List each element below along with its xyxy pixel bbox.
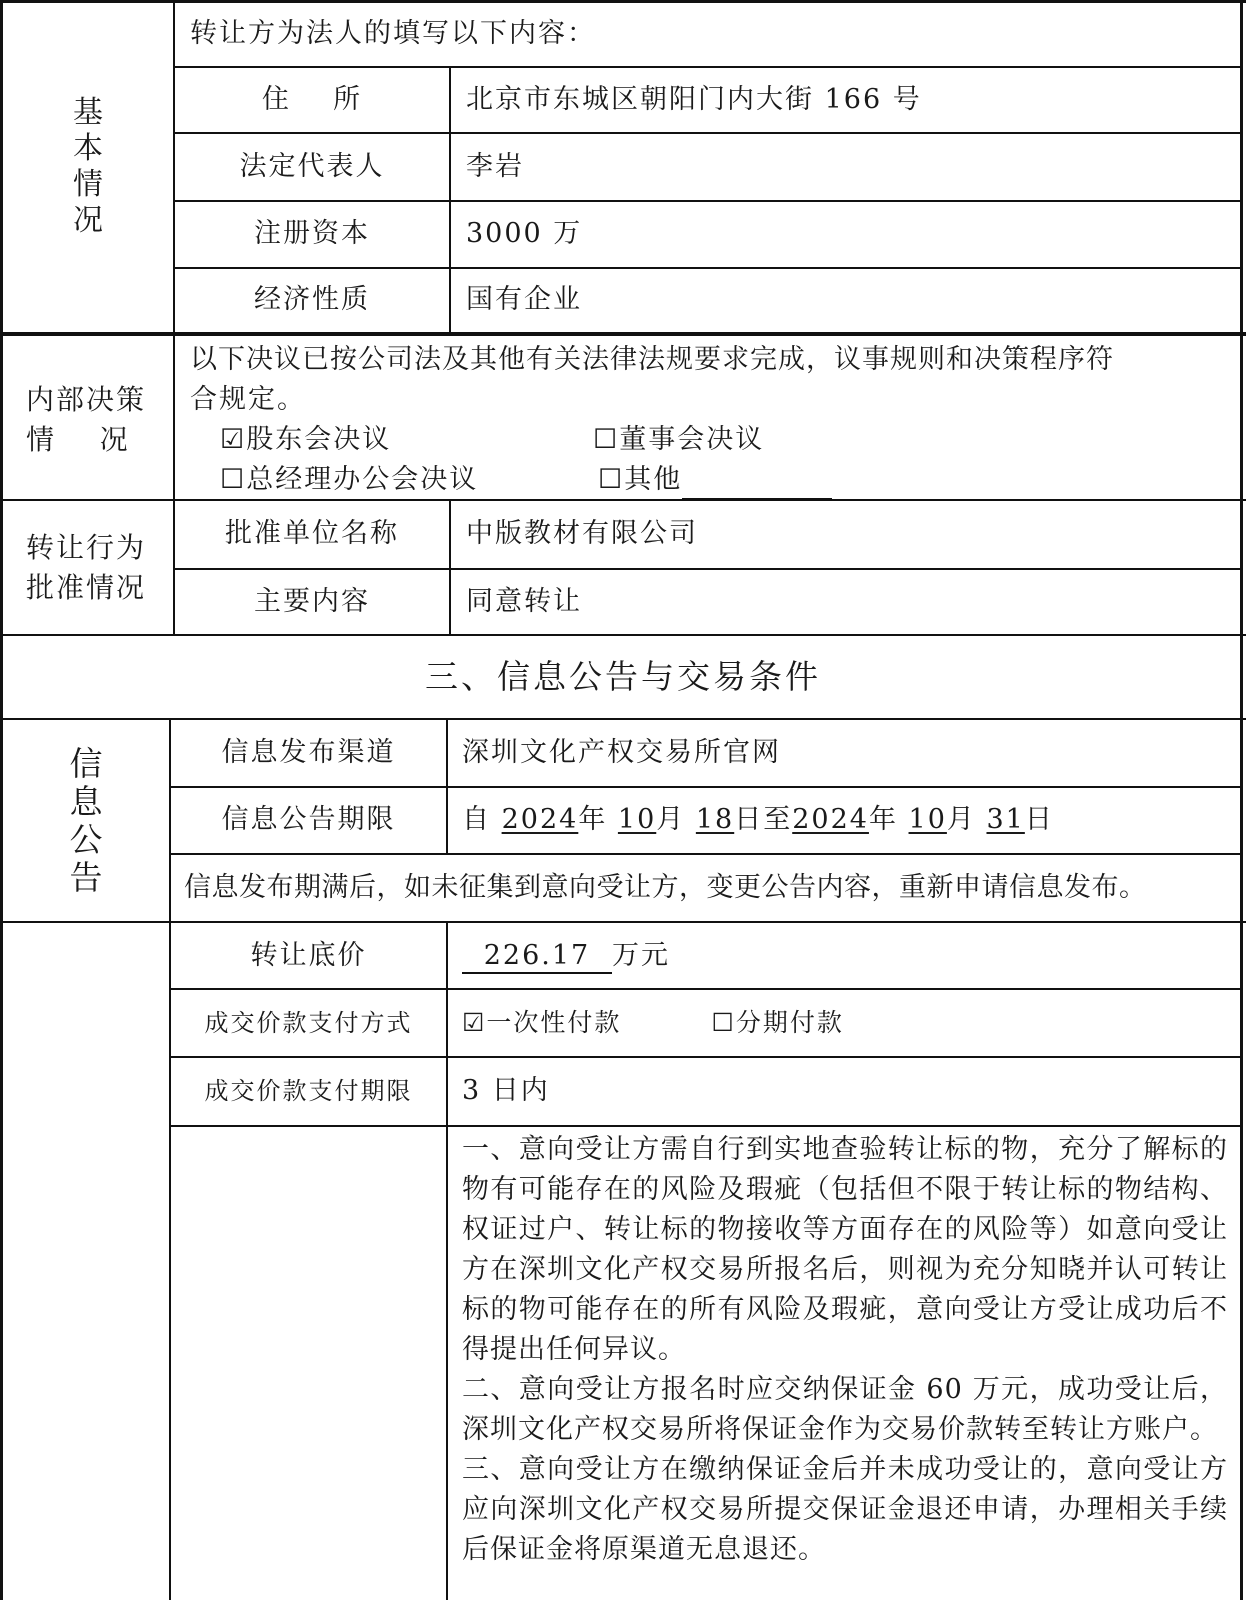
period-word: 月 (656, 804, 686, 835)
pay-option-installment[interactable] (711, 1008, 843, 1037)
end-day: 31 (986, 804, 1025, 835)
checkbox-checked-icon: ☑ (462, 1008, 487, 1037)
table-border (169, 853, 1243, 855)
option-label: 一次性付款 (486, 1008, 622, 1037)
announcement-section-label: 信息公告 (69, 744, 103, 897)
option-label: 分期付款 (735, 1008, 844, 1037)
economic-nature-value: 国有企业 (466, 284, 582, 315)
checkbox-empty-icon: ☐ (220, 464, 247, 495)
legal-rep-label: 法定代表人 (239, 151, 385, 182)
approval-section-label: 批准情况 (26, 571, 147, 604)
basic-info-intro: 转让方为法人的填写以下内容： (190, 18, 596, 49)
condition-paragraph: 三、意向受让方在缴纳保证金后并未成功受让的，意向受让方应向深圳文化产权交易所提交保证金退还申请，办理相关手续后保证金将原渠道无息退还。 (462, 1454, 1228, 1565)
table-border (173, 66, 1243, 68)
period-word: 日 (1024, 804, 1054, 835)
announcement-note: 信息发布期满后，如未征集到意向受让方，变更公告内容，重新申请信息发布。 (184, 872, 1147, 903)
table-border (0, 332, 1246, 336)
table-border (1240, 0, 1243, 1600)
option-gm-office-meeting[interactable] (220, 460, 478, 500)
legal-rep-value: 李岩 (466, 151, 524, 182)
option-label: 股东会决议 (246, 424, 392, 455)
checkbox-empty-icon: ☐ (711, 1008, 736, 1037)
other-blank-line (682, 470, 832, 500)
transfer-conditions (462, 1130, 1228, 1570)
checkbox-empty-icon: ☐ (598, 464, 625, 495)
address-label: 住 所 (261, 84, 363, 115)
start-day: 18 (695, 804, 735, 835)
table-border (173, 267, 1243, 269)
reserve-price-value (462, 936, 670, 976)
table-border (169, 988, 1243, 990)
period-label: 信息公告期限 (221, 804, 396, 835)
table-border (173, 132, 1243, 134)
internal-decision-label: 情 况 (26, 423, 130, 456)
end-month: 10 (908, 804, 947, 835)
table-border (0, 634, 1246, 636)
registered-capital-value: 3000 万 (466, 218, 583, 249)
option-label: 董事会决议 (619, 424, 765, 455)
period-word: 月 (946, 804, 976, 835)
table-border (0, 718, 1246, 720)
table-border (0, 921, 1246, 923)
payment-method-options (462, 1003, 844, 1043)
table-border (173, 568, 1243, 570)
period-word: 自 (462, 804, 491, 835)
section3-title: 三、信息公告与交易条件 (425, 657, 821, 696)
reserve-price-label: 转让底价 (250, 940, 367, 971)
price-unit: 万元 (612, 940, 670, 971)
payment-term-value: 3 日内 (462, 1075, 550, 1106)
period-word: 年 (578, 804, 608, 835)
condition-paragraph: 一、意向受让方需自行到实地查验转让标的物，充分了解标的物有可能存在的风险及瑕疵（包括但不限于转让标的物结构、权证过户、转让标的物接收等方面存在的风险等）如意向受让方在深圳文化产权交易所报名后，则视为充分知晓并认可转让标的物可能存在的所有风险及瑕疵，意向受让方受让成功后不得提出任何异议。 (462, 1134, 1228, 1365)
price-amount: 226.17 (462, 940, 612, 974)
table-border (169, 786, 1243, 788)
main-content-label: 主要内容 (254, 586, 370, 617)
option-board-meeting[interactable] (593, 420, 764, 460)
option-other[interactable] (598, 460, 832, 500)
start-year: 2024 (501, 804, 579, 835)
approval-section-label: 转让行为 (26, 531, 147, 564)
registered-capital-label: 注册资本 (254, 218, 370, 249)
condition-paragraph: 二、意向受让方报名时应交纳保证金 60 万元，成功受让后，深圳文化产权交易所将保证金作为交易价款转至转让方账户。 (462, 1374, 1228, 1445)
channel-label: 信息发布渠道 (221, 737, 396, 768)
table-border (169, 1056, 1243, 1058)
table-border (173, 200, 1243, 202)
period-word: 年 (868, 804, 898, 835)
internal-decision-text: 合规定。 (190, 384, 306, 415)
internal-decision-text: 以下决议已按公司法及其他有关法律法规要求完成，议事规则和决策程序符 (190, 344, 1114, 375)
period-word: 日至 (734, 804, 793, 835)
start-month: 10 (617, 804, 657, 835)
table-border (0, 0, 1246, 3)
checkbox-checked-icon: ☑ (220, 424, 247, 455)
payment-method-label: 成交价款支付方式 (204, 1009, 413, 1037)
table-border (446, 923, 448, 1600)
economic-nature-label: 经济性质 (254, 284, 370, 315)
internal-decision-label: 内部决策 (26, 383, 147, 416)
approver-name-label: 批准单位名称 (225, 518, 399, 549)
table-border (169, 720, 171, 1600)
checkbox-empty-icon: ☐ (593, 424, 620, 455)
option-label: 总经理办公会决议 (246, 464, 479, 495)
option-label: 其他 (624, 464, 683, 495)
option-shareholder-meeting[interactable] (220, 420, 391, 460)
main-content-value: 同意转让 (466, 586, 582, 617)
table-border (0, 0, 3, 1600)
table-border (173, 336, 175, 500)
table-border (169, 1125, 1243, 1127)
address-value: 北京市东城区朝阳门内大街 166 号 (466, 84, 922, 115)
end-year: 2024 (792, 804, 869, 835)
payment-term-label: 成交价款支付期限 (204, 1077, 413, 1105)
basic-info-section-label: 基本情况 (73, 95, 103, 238)
approver-name-value: 中版教材有限公司 (466, 518, 698, 549)
pay-option-lump-sum[interactable] (462, 1008, 621, 1037)
channel-value: 深圳文化产权交易所官网 (462, 737, 781, 768)
period-value (462, 800, 1054, 840)
